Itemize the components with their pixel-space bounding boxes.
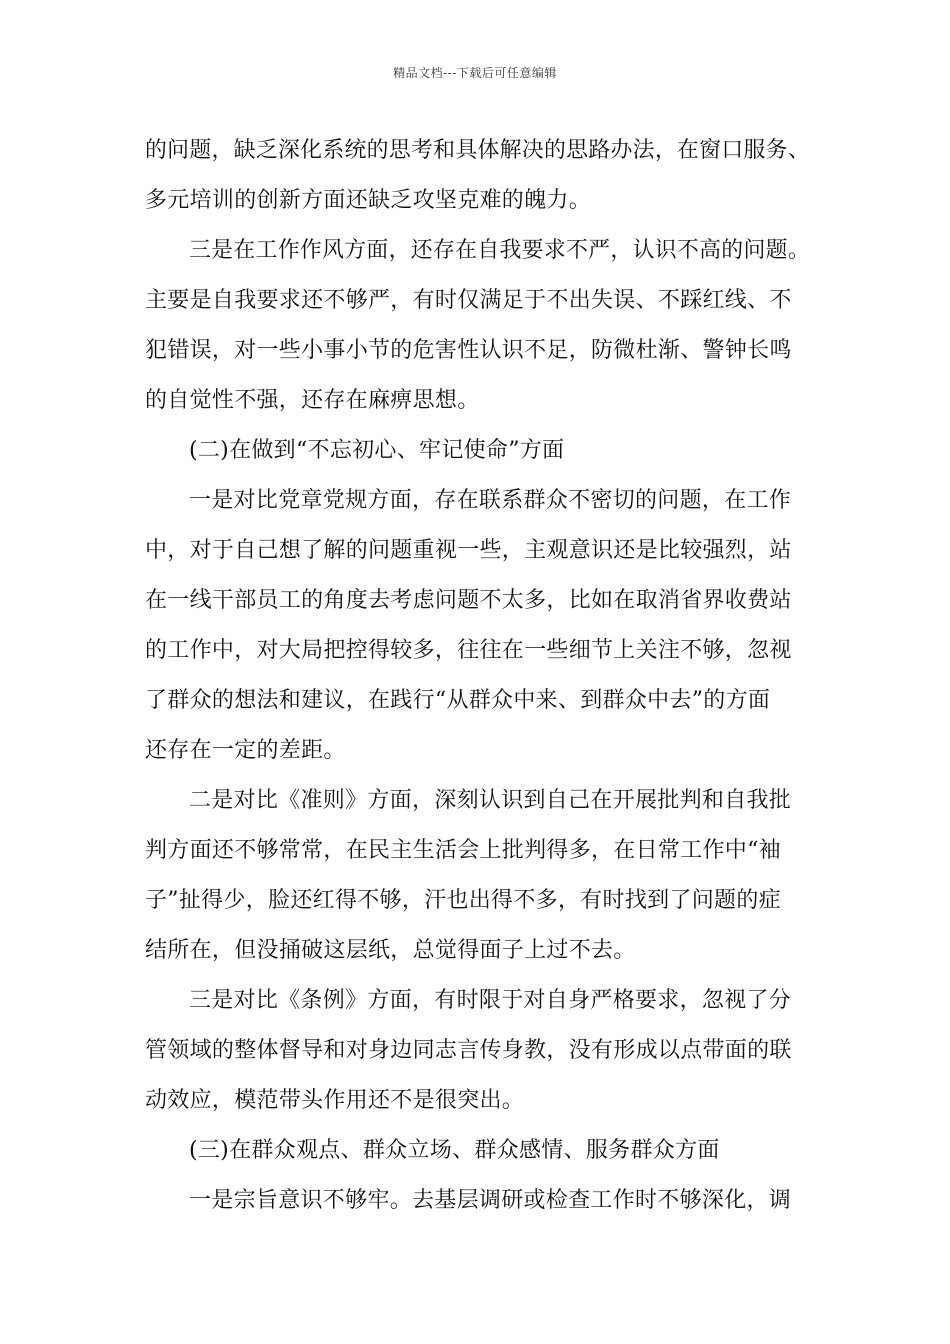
document-body bbox=[145, 126, 810, 1226]
page-header: 精品文档---下载后可任意编辑 bbox=[393, 66, 557, 80]
text-line: 三是对比《条例》方面，有时限于对自身严格要求，忽视了分 bbox=[189, 988, 792, 1013]
text-line: 的自觉性不强，还存在麻痹思想。 bbox=[145, 388, 480, 413]
text-line: 结所在，但没捅破这层纸，总觉得面子上过不去。 bbox=[145, 938, 636, 963]
text-line: 管领域的整体督导和对身边同志言传身教，没有形成以点带面的联 bbox=[145, 1038, 792, 1063]
text-line: 一是宗旨意识不够牢。去基层调研或检查工作时不够深化，调 bbox=[189, 1188, 792, 1213]
text-line: 中，对于自己想了解的问题重视一些，主观意识还是比较强烈，站 bbox=[145, 538, 792, 563]
text-line: 二是对比《准则》方面，深刻认识到自己在开展批判和自我批 bbox=[189, 788, 792, 813]
text-line: 还存在一定的差距。 bbox=[145, 738, 346, 763]
text-line: 在一线干部员工的角度去考虑问题不太多，比如在取消省界收费站 bbox=[145, 588, 792, 613]
text-line: 犯错误，对一些小事小节的危害性认识不足，防微杜渐、警钟长鸣 bbox=[145, 338, 792, 363]
text-line: 子”扯得少，脸还红得不够，汗也出得不多，有时找到了问题的症 bbox=[145, 888, 781, 913]
text-line: 多元培训的创新方面还缺乏攻坚克难的魄力。 bbox=[145, 188, 592, 213]
text-line: 判方面还不够常常，在民主生活会上批判得多，在日常工作中“袖 bbox=[145, 838, 781, 863]
text-line: 一是对比党章党规方面，存在联系群众不密切的问题，在工作 bbox=[189, 488, 792, 513]
text-line: 主要是自我要求还不够严，有时仅满足于不出失误、不踩红线、不 bbox=[145, 288, 792, 313]
text-line: 动效应，模范带头作用还不是很突出。 bbox=[145, 1088, 525, 1113]
text-line: 三是在工作作风方面，还存在自我要求不严，认识不高的问题。 bbox=[189, 238, 810, 263]
text-line: 的工作中，对大局把控得较多，往往在一些细节上关注不够，忽视 bbox=[145, 638, 792, 663]
text-line: 了群众的想法和建议，在践行“从群众中来、到群众中去”的方面 bbox=[145, 688, 771, 713]
text-line: 的问题，缺乏深化系统的思考和具体解决的思路办法，在窗口服务、 bbox=[145, 138, 810, 163]
text-line: (二)在做到“不忘初心、牢记使命”方面 bbox=[189, 438, 565, 463]
text-line: (三)在群众观点、群众立场、群众感情、服务群众方面 bbox=[189, 1138, 720, 1163]
